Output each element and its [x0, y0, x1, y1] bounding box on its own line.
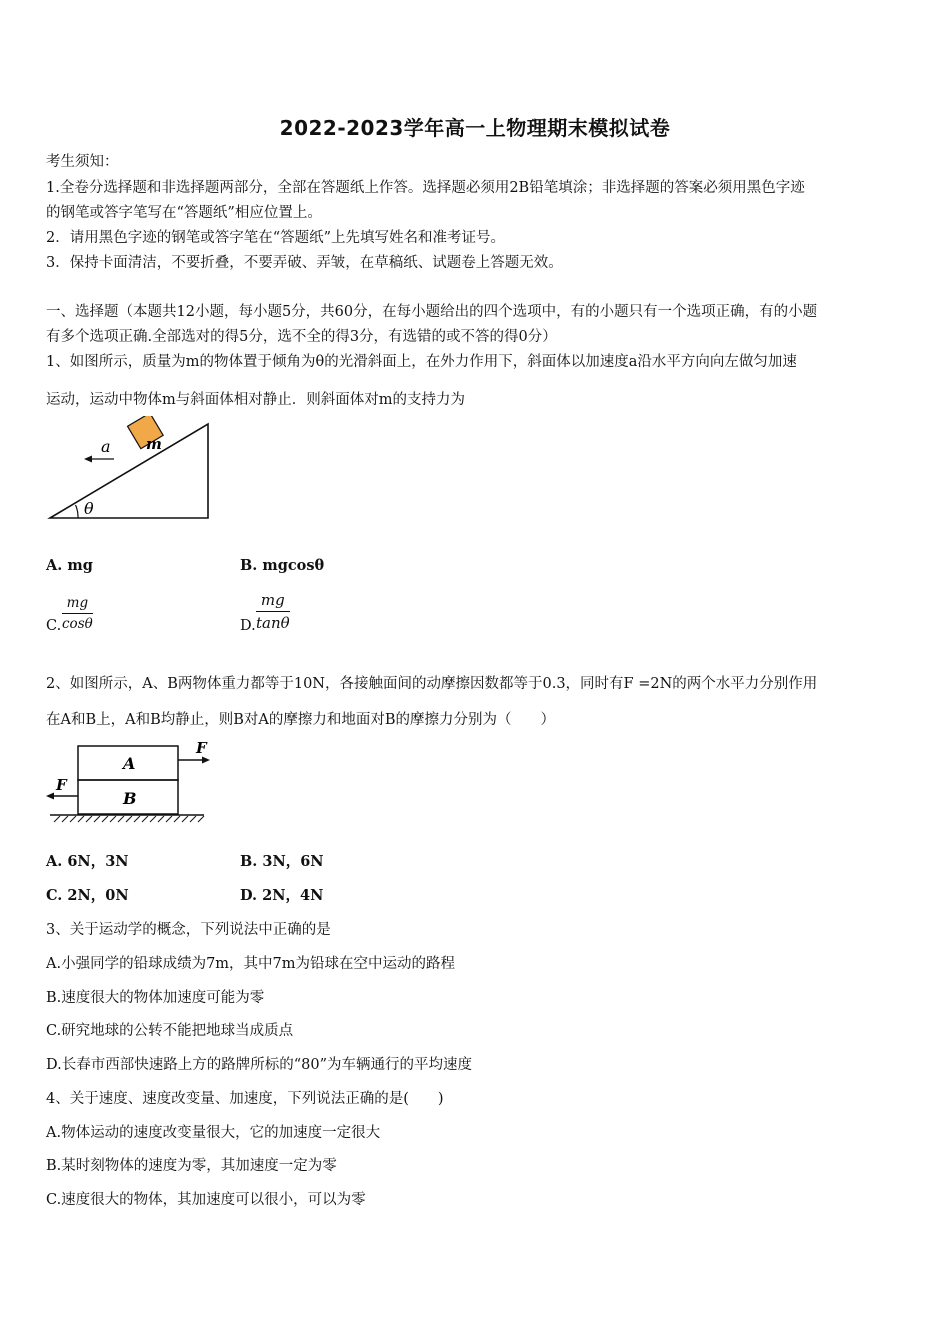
q2-option-c: C. 2N，0N [46, 887, 129, 904]
ground-hatch [54, 816, 204, 822]
fraction-denominator: cosθ [62, 616, 93, 632]
q2-option-d: D. 2N，4N [240, 887, 324, 904]
angle-arc [76, 505, 79, 518]
force-arrowhead-left [46, 793, 54, 800]
block-b-label: B [123, 789, 137, 808]
block-a-label: A [123, 754, 136, 773]
question-1-stem: 1、如图所示，质量为m的物体置于倾角为θ的光滑斜面上，在外力作用下，斜面体以加速度a沿水平方向向左做匀加速 [46, 354, 797, 370]
q3-option: B.速度很大的物体加速度可能为零 [46, 990, 265, 1006]
fraction-denominator: tanθ [256, 614, 290, 632]
q2-option-b: B. 3N，6N [240, 853, 324, 870]
q1-option-c-letter: C. [46, 618, 62, 634]
angle-label: θ [84, 499, 94, 518]
question-4-stem: 4、关于速度、速度改变量、加速度，下列说法正确的是( ) [46, 1091, 444, 1107]
notice-heading: 考生须知： [46, 154, 119, 170]
force-label-left: F [56, 776, 67, 794]
question-2-stem: 2、如图所示，A、B两物体重力都等于10N，各接触面间的动摩擦因数都等于0.3，同时有F =2N的两个水平力分别作用 [46, 676, 818, 692]
notice-item: 的钢笔或答字笔写在“答题纸”相应位置上。 [46, 205, 322, 221]
question-3-stem: 3、关于运动学的概念，下列说法中正确的是 [46, 922, 331, 938]
accel-label: a [101, 437, 111, 456]
notice-item: 3．保持卡面清洁，不要折叠，不要弄破、弄皱，在草稿纸、试题卷上答题无效。 [46, 255, 563, 271]
q4-option: B.某时刻物体的速度为零，其加速度一定为零 [46, 1158, 337, 1174]
q1-option-a: A. mg [46, 557, 93, 574]
blocks-figure [42, 738, 212, 828]
section-heading: 一、选择题（本题共12小题，每小题5分，共60分，在每小题给出的四个选项中，有的小题只有一个选项正确，有的小题 [46, 304, 818, 320]
fraction-numerator: mg [62, 595, 93, 614]
incline-wedge [50, 424, 208, 518]
question-2-stem: 在A和B上，A和B均静止，则B对A的摩擦力和地面对B的摩擦力分别为（ ） [46, 712, 556, 728]
q1-option-b: B. mgcosθ [240, 557, 325, 574]
fraction-numerator: mg [256, 591, 290, 612]
page-title: 2022-2023学年高一上物理期末模拟试卷 [279, 116, 671, 140]
block-label: m [146, 435, 162, 453]
q1-option-c-fraction [62, 595, 93, 632]
q1-option-d-fraction [256, 591, 290, 632]
section-heading: 有多个选项正确.全部选对的得5分，选不全的得3分，有选错的或不答的得0分） [46, 329, 557, 345]
q2-option-a: A. 6N，3N [46, 853, 129, 870]
q3-option: C.研究地球的公转不能把地球当成质点 [46, 1023, 294, 1039]
question-1-stem: 运动，运动中物体m与斜面体相对静止．则斜面体对m的支持力为 [46, 392, 465, 408]
force-label-right: F [196, 739, 207, 757]
q4-option: A.物体运动的速度改变量很大，它的加速度一定很大 [46, 1125, 381, 1141]
q3-option: A.小强同学的铅球成绩为7m，其中7m为铅球在空中运动的路程 [46, 956, 456, 972]
notice-item: 2．请用黑色字迹的钢笔或答字笔在“答题纸”上先填写姓名和准考证号。 [46, 230, 506, 246]
notice-item: 1.全卷分选择题和非选择题两部分，全部在答题纸上作答。选择题必须用2B铅笔填涂；非选择题的答案必须用黑色字迹 [46, 180, 805, 196]
incline-figure [44, 416, 214, 526]
q4-option: C.速度很大的物体，其加速度可以很小，可以为零 [46, 1192, 366, 1208]
accel-arrowhead [84, 456, 92, 463]
q1-option-d-letter: D. [240, 618, 256, 634]
q3-option: D.长春市西部快速路上方的路牌所标的“80”为车辆通行的平均速度 [46, 1057, 472, 1073]
force-arrowhead-right [202, 757, 210, 764]
